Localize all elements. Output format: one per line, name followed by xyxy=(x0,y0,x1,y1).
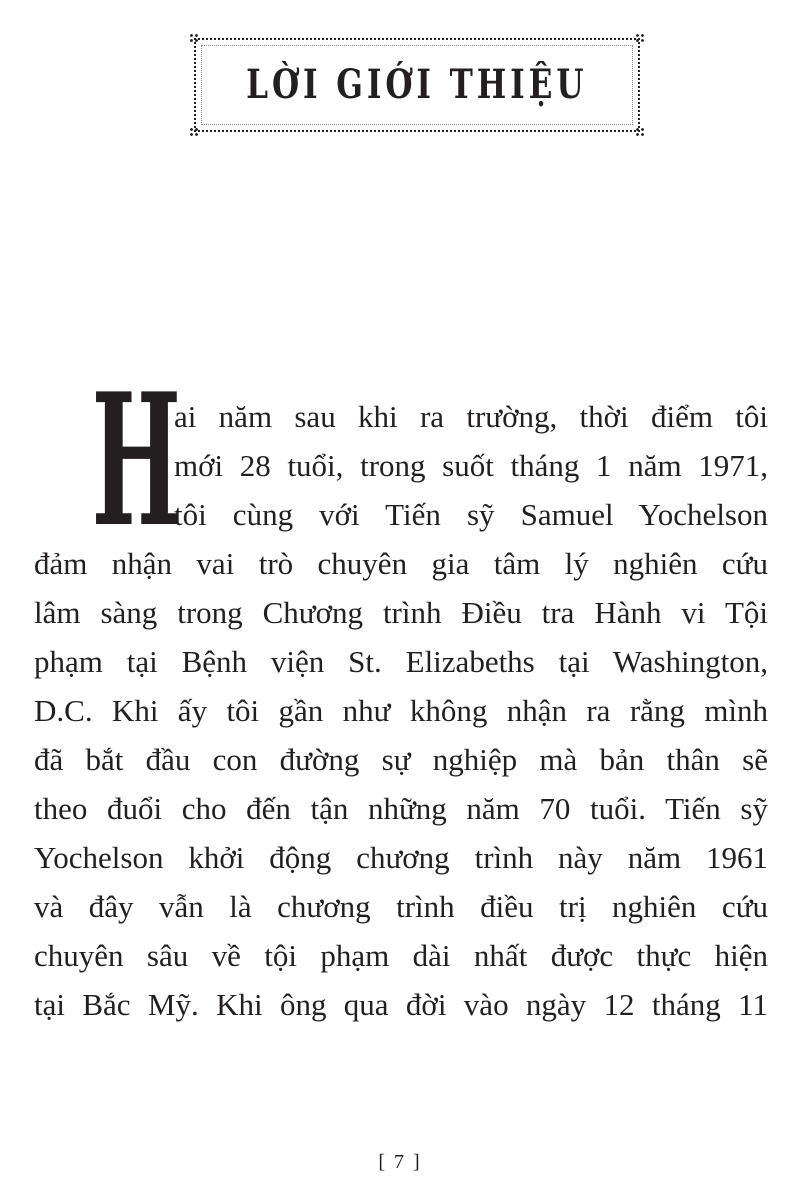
corner-ornament-icon xyxy=(635,127,645,137)
body-line: theo đuổi cho đến tận những năm 70 tuổi. Tiến sỹ xyxy=(34,791,768,826)
body-line: Yochelson khởi động chương trình này năm 1961 xyxy=(34,840,768,875)
chapter-title-frame xyxy=(194,38,640,132)
chapter-title: LỜI GIỚI THIỆU xyxy=(246,61,588,108)
body-line: tại Bắc Mỹ. Khi ông qua đời vào ngày 12 tháng 11 xyxy=(34,987,768,1022)
corner-ornament-icon xyxy=(189,33,199,43)
drop-cap: H xyxy=(91,353,182,567)
body-line: mới 28 tuổi, trong suốt tháng 1 năm 1971, xyxy=(174,448,768,483)
corner-ornament-icon xyxy=(635,33,645,43)
body-line: đảm nhận vai trò chuyên gia tâm lý nghiên cứu xyxy=(34,546,768,581)
body-line: lâm sàng trong Chương trình Điều tra Hành vi Tội xyxy=(34,595,768,630)
body-line: và đây vẫn là chương trình điều trị nghiên cứu xyxy=(34,889,768,924)
page-number: [ 7 ] xyxy=(378,1151,422,1173)
body-line: tôi cùng với Tiến sỹ Samuel Yochelson xyxy=(174,497,768,532)
body-line: đã bắt đầu con đường sự nghiệp mà bản thân sẽ xyxy=(34,742,768,777)
corner-ornament-icon xyxy=(189,127,199,137)
body-line: chuyên sâu về tội phạm dài nhất được thực hiện xyxy=(34,938,768,973)
body-line: D.C. Khi ấy tôi gần như không nhận ra rằng mình xyxy=(34,693,768,728)
body-line: ai năm sau khi ra trường, thời điểm tôi xyxy=(174,399,768,434)
body-line: phạm tại Bệnh viện St. Elizabeths tại Washington, xyxy=(34,644,768,679)
